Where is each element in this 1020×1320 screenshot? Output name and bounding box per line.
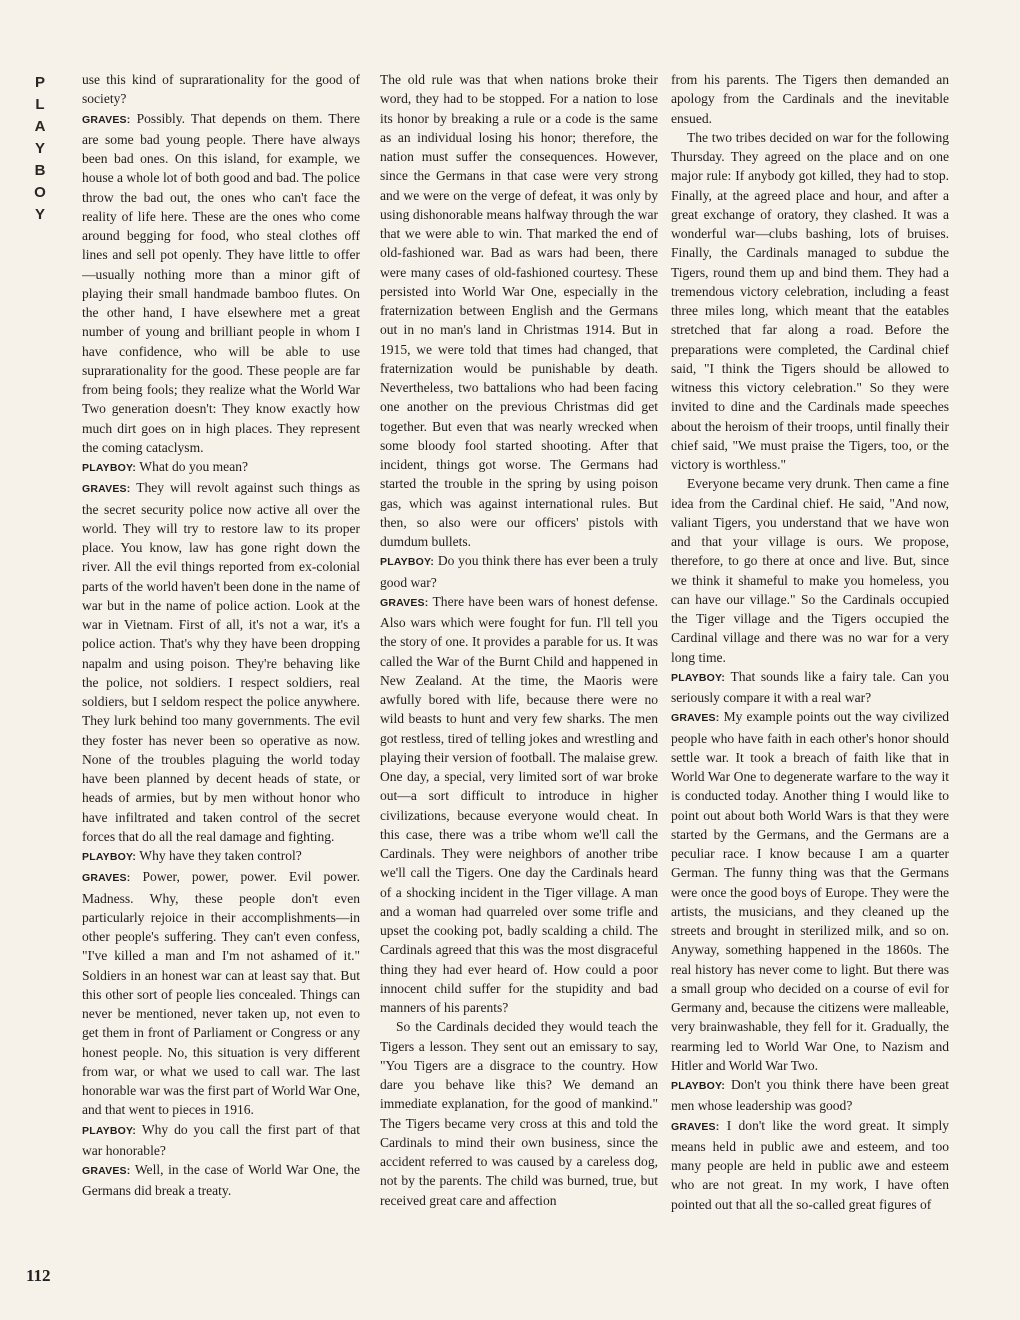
paragraph [82, 867, 360, 1119]
paragraph-text: Why have they taken control? [139, 848, 302, 863]
paragraph-text: The two tribes decided on war for the following Thursday. They agreed on the place and on one major rule: If anybody got killed, they had to stop. Finally, at the agreed place and hour, and after a great exchange of oratory, they clashed. It was a wonderful war—clubs bashing, lots of bruises. Finally, the Cardinals managed to subdue the Tigers, round them up and bind them. They had a tremendous victory celebration, including a feast three miles long, which meant that the eatables stretched that far along a road. Before the preparations were completed, the Cardinal chief said, "I think the Tigers should be allowed to witness this victory celebration." So they were invited to dine and the Cardinals made speeches about the heroism of their troops, until finally their chief said, "We must praise the Tigers, too, or the victory is worthless." [671, 129, 949, 472]
paragraph-text: What do you mean? [139, 459, 248, 474]
paragraph [82, 109, 360, 458]
paragraph-text: use this kind of suprarationality for the good of society? [82, 72, 360, 107]
paragraph-text: Well, in the case of World War One, the Germans did break a treaty. [82, 1162, 360, 1199]
column-1 [82, 70, 360, 1300]
column-3 [671, 70, 949, 1300]
paragraph [671, 70, 949, 128]
paragraph-text: Do you think there has ever been a truly good war? [380, 553, 658, 590]
speaker-label: PLAYBOY: [82, 851, 137, 863]
paragraph [82, 457, 360, 478]
paragraph [671, 128, 949, 475]
speaker-label: GRAVES: [82, 1165, 131, 1177]
speaker-label: GRAVES: [82, 113, 131, 126]
paragraph [82, 1120, 360, 1161]
paragraph [671, 667, 949, 708]
paragraph [671, 707, 949, 1075]
paragraph [82, 846, 360, 867]
column-2 [380, 70, 658, 1300]
speaker-label: GRAVES: [380, 596, 429, 609]
paragraph-text: Possibly. That depends on them. There are some bad young people. There have always been bad ones. On this island, for example, we house a whole lot of both good and bad. The police throw the bad out, the ones who can't face the reality of life here. These are the ones who come around begging for food, who steal clothes off lines and sell pot openly. They have little to offer —usually nothing more than a minor gift of playing their small handmade bamboo flutes. On the other hand, I have elsewhere met a great number of young and brilliant people in whom I have confidence, who will be able to use suprarationality for the good. These people are far from being fools; they realize what the World War Two generation doesn't: They know exactly how much dirt goes on in high places. They represent the coming cataclysm. [82, 110, 360, 455]
paragraph [671, 474, 949, 667]
paragraph-text: Everyone became very drunk. Then came a fine idea from the Cardinal chief. He said, "And now, valiant Tigers, you understand that we have won and that your village is ours. We propose, therefore, to go there at once and live. But, since we think it shameful to make you homeless, you can have our village." So the Cardinals occupied the Tiger village and the Tigers occupied the Cardinal village and there was no war for a very long time. [671, 476, 949, 665]
masthead-letter: Y [34, 140, 45, 157]
paragraph-text: Why do you call the first part of that war honorable? [82, 1121, 360, 1158]
paragraph [380, 551, 658, 592]
paragraph [82, 1160, 360, 1201]
speaker-label: GRAVES: [671, 712, 720, 725]
paragraph-text: from his parents. The Tigers then demanded an apology from the Cardinals and the inevitable ensued. [671, 72, 949, 126]
speaker-label: PLAYBOY: [671, 671, 726, 684]
masthead-letter: O [34, 184, 46, 201]
masthead [30, 72, 50, 226]
paragraph-text: My example points out the way civilized people who have faith in each other's honor should settle war. It took a breach of faith like that in World War One to degenerate warfare to the way it is conducted today. Another thing I would like to point out about both World Wars is that they were started by the Germans, and the Germans are a peculiar race. I know because I am a quarter German. The funny thing was that the Germans were once the good boys of Europe. They were the artists, the musicians, and they cleaned up the streets and brought in sterilized milk, and so on. Anyway, something happened in the 1860s. The real history has never come to light. But there was a small group who decided on a course of evil for Germany and, because the citizens were malleable, very brainwashable, they fell for it. Gradually, the rearming led to World War One, to Nazism and Hitler and World War Two. [671, 709, 949, 1073]
masthead-letter: A [34, 118, 46, 135]
paragraph-text: Don't you think there have been great men whose leadership was good? [671, 1077, 949, 1114]
paragraph-text: That sounds like a fairy tale. Can you seriously compare it with a real war? [671, 668, 949, 705]
paragraph [82, 478, 360, 846]
speaker-label: PLAYBOY: [82, 1124, 137, 1137]
speaker-label: PLAYBOY: [82, 462, 137, 474]
masthead-letter: B [34, 162, 46, 179]
paragraph [671, 1075, 949, 1116]
paragraph-text: So the Cardinals decided they would teach the Tigers a lesson. They sent out an emissary to say, "You Tigers are a disgrace to the country. How dare you behave like this? We demand an immediate explanation, for the good of mankind." The Tigers became very cross at this and told the Cardinals to mind their own business, since the accident referred to was caused by a careless dog, not by the parents. The child was burned, true, but received great care and affection [380, 1019, 658, 1208]
speaker-label: GRAVES: [82, 483, 131, 496]
paragraph [380, 70, 658, 551]
paragraph [671, 1116, 949, 1214]
paragraph-text: The old rule was that when nations broke their word, they had to be stopped. For a nation to lose its honor by breaking a rule or a code is the same as an individual losing his honor; therefore, the nation must suffer the consequences. However, since the Germans in that case were very strong and we were on the verge of defeat, it was only by using dishonorable means halfway through the war that we were able to win. That marked the end of old-fashioned war. Bad as wars had been, there were many cases of old-fashioned courtesy. These persisted into World War One, especially in the fraternization between English and the Germans out in no man's land in Christmas 1914. But in 1915, we were told that times had changed, that fraternization would be punishable by death. Nevertheless, two battalions who had been facing one another on the previous Christmas did get together. But even that was nearly wrecked when some bloody fool started shooting. After that incident, things got worse. The Germans had started the trouble in the spring by using poison gas, which was against international rules. But then, so also were our officers' pistols with dumdum bullets. [380, 72, 658, 549]
paragraph-text: They will revolt against such things as the secret security police now active all over the world. They will try to restore law to its proper place. You know, law has gone right down the river. All the evil things reported from ex-colonial parts of the world haven't been done in the name of war but in the name of police action. Look at the war in Vietnam. First of all, it's not a war, it's a police action. That's why they have been dropping napalm and using poison. They're behaving like the police, not soldiers. I respect soldiers, real soldiers, but I seldom respect the police anywhere. They lurk behind too many governments. The evil they foster has never been so operative as now. None of the troubles plaguing the world today have been planned by decent heads of state, or heads of armies, but by men without honor who have infiltrated and taken control of the secret forces that do all the real damage and fighting. [82, 480, 360, 844]
masthead-letter: P [34, 74, 45, 91]
paragraph [82, 70, 360, 109]
paragraph-text: I don't like the word great. It simply means held in public awe and esteem, and too many people are held in public awe and esteem who are not great. In my work, I have often pointed out that all the so-called great figures of [671, 1117, 949, 1212]
masthead-letter: Y [34, 206, 45, 223]
speaker-label: GRAVES: [82, 872, 131, 885]
masthead-letter: L [35, 96, 45, 113]
speaker-label: PLAYBOY: [380, 556, 435, 569]
paragraph [380, 592, 658, 1018]
paragraph [380, 1017, 658, 1210]
paragraph-text: There have been wars of honest defense. Also wars which were fought for fun. I'll tell you the story of one. It provides a parable for us. It was called the War of the Burnt Child and happened in New Zealand. At the time, the Maoris were awfully bored with life, because there were no wild beasts to hunt and very few sharks. The men got restless, tired of telling jokes and wrestling and playing their version of football. The malaise grew. One day, a special, very limited sort of war broke out—a sort difficult to introduce in higher civilizations, because everyone would cheat. In this case, there was a tribe whom we'll call the Cardinals. They were neighbors of another tribe we'll call the Tigers. One day the Cardinals heard of a shocking incident in the Tiger village. A man and a woman had quarreled over some trifle and upset the cooking pot, badly scalding a child. The Cardinals agreed that this was the most disgraceful thing they had ever heard of. How could a poor innocent child suffer for the stupidity and bad manners of his parents? [380, 593, 658, 1015]
paragraph-text: Power, power, power. Evil power. Madness. Why, these people don't even particularly rejoice in their accomplishments—in other people's suffering. They can't even confess, "I've killed a man and I'm not ashamed of it." Soldiers in an honest war can at least say that. But this other sort of people lies concealed. Things can never be mentioned, never taken up, not even to get them in front of Parliament or Congress or any honest people. No, this situation is very different from war, or what we used to call war. The last honorable war was the first part of World War One, and that went to pieces in 1916. [82, 869, 360, 1118]
speaker-label: GRAVES: [671, 1120, 720, 1133]
page-number: 112 [26, 1266, 51, 1285]
speaker-label: PLAYBOY: [671, 1080, 726, 1092]
